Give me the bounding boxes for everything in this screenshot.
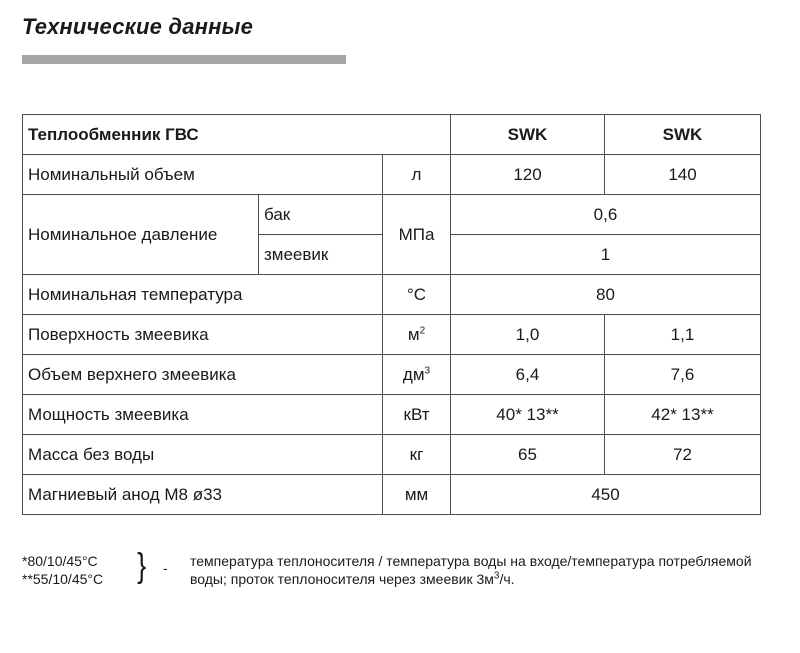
- volume-value-1: 120: [451, 155, 605, 195]
- pressure-coil-value: 1: [451, 235, 761, 275]
- footnote-brace: }: [137, 547, 147, 585]
- upper-volume-unit-sup: 3: [424, 364, 431, 376]
- technical-data-table: [22, 114, 761, 515]
- header-model-1: SWK: [451, 115, 605, 155]
- table-row-mass: [23, 435, 761, 475]
- table-row-surface: [23, 315, 761, 355]
- table-row-power: [23, 395, 761, 435]
- surface-value-2: 1,1: [605, 315, 761, 355]
- footnote-explanation: [190, 552, 770, 588]
- pressure-coil-label: змеевик: [259, 235, 383, 275]
- footnote-conditions: [22, 552, 103, 588]
- pressure-label: Номинальное давление: [23, 195, 259, 275]
- header-label: Теплообменник ГВС: [23, 115, 451, 155]
- power-value-2: 42* 13**: [605, 395, 761, 435]
- volume-value-2: 140: [605, 155, 761, 195]
- volume-unit: л: [383, 155, 451, 195]
- upper-volume-value-1: 6,4: [451, 355, 605, 395]
- mass-value-2: 72: [605, 435, 761, 475]
- mass-value-1: 65: [451, 435, 605, 475]
- table-row-temperature: [23, 275, 761, 315]
- upper-volume-value-2: 7,6: [605, 355, 761, 395]
- temperature-unit: °С: [383, 275, 451, 315]
- power-value-1: 40* 13**: [451, 395, 605, 435]
- temperature-value: 80: [451, 275, 761, 315]
- pressure-tank-label: бак: [259, 195, 383, 235]
- power-label: Мощность змеевика: [23, 395, 383, 435]
- upper-volume-label: Объем верхнего змеевика: [23, 355, 383, 395]
- table-row-pressure-tank: [23, 195, 761, 235]
- anode-value: 450: [451, 475, 761, 515]
- anode-unit: мм: [383, 475, 451, 515]
- pressure-tank-value: 0,6: [451, 195, 761, 235]
- surface-label: Поверхность змеевика: [23, 315, 383, 355]
- upper-volume-unit: [383, 355, 451, 395]
- page-title: Технические данные: [22, 14, 254, 39]
- footnote-text-part1: температура теплоносителя / температура воды на входе/температура потребляемой воды; проток теплоносителя через змеевик 3м: [190, 553, 752, 587]
- mass-unit: кг: [383, 435, 451, 475]
- surface-unit: [383, 315, 451, 355]
- footnote-text-part2: /ч.: [499, 571, 515, 587]
- temperature-label: Номинальная температура: [23, 275, 383, 315]
- pressure-unit: МПа: [383, 195, 451, 275]
- footnote-text-sup: 3: [493, 570, 500, 582]
- mass-label: Масса без воды: [23, 435, 383, 475]
- footnote-condition-1: *80/10/45°С: [22, 553, 98, 569]
- header-model-2: SWK: [605, 115, 761, 155]
- footnote-condition-2: **55/10/45°С: [22, 571, 104, 587]
- surface-value-1: 1,0: [451, 315, 605, 355]
- surface-unit-sup: 2: [419, 324, 426, 336]
- table-row-volume: [23, 155, 761, 195]
- title-underline-bar: [22, 55, 346, 64]
- power-unit: кВт: [383, 395, 451, 435]
- table-header-row: [23, 115, 761, 155]
- anode-label: Магниевый анод М8 ø33: [23, 475, 383, 515]
- surface-unit-base: м: [407, 324, 420, 344]
- footnote-dash: -: [163, 560, 168, 576]
- upper-volume-unit-base: дм: [402, 364, 425, 384]
- table-row-upper-volume: [23, 355, 761, 395]
- volume-label: Номинальный объем: [23, 155, 383, 195]
- table-row-anode: [23, 475, 761, 515]
